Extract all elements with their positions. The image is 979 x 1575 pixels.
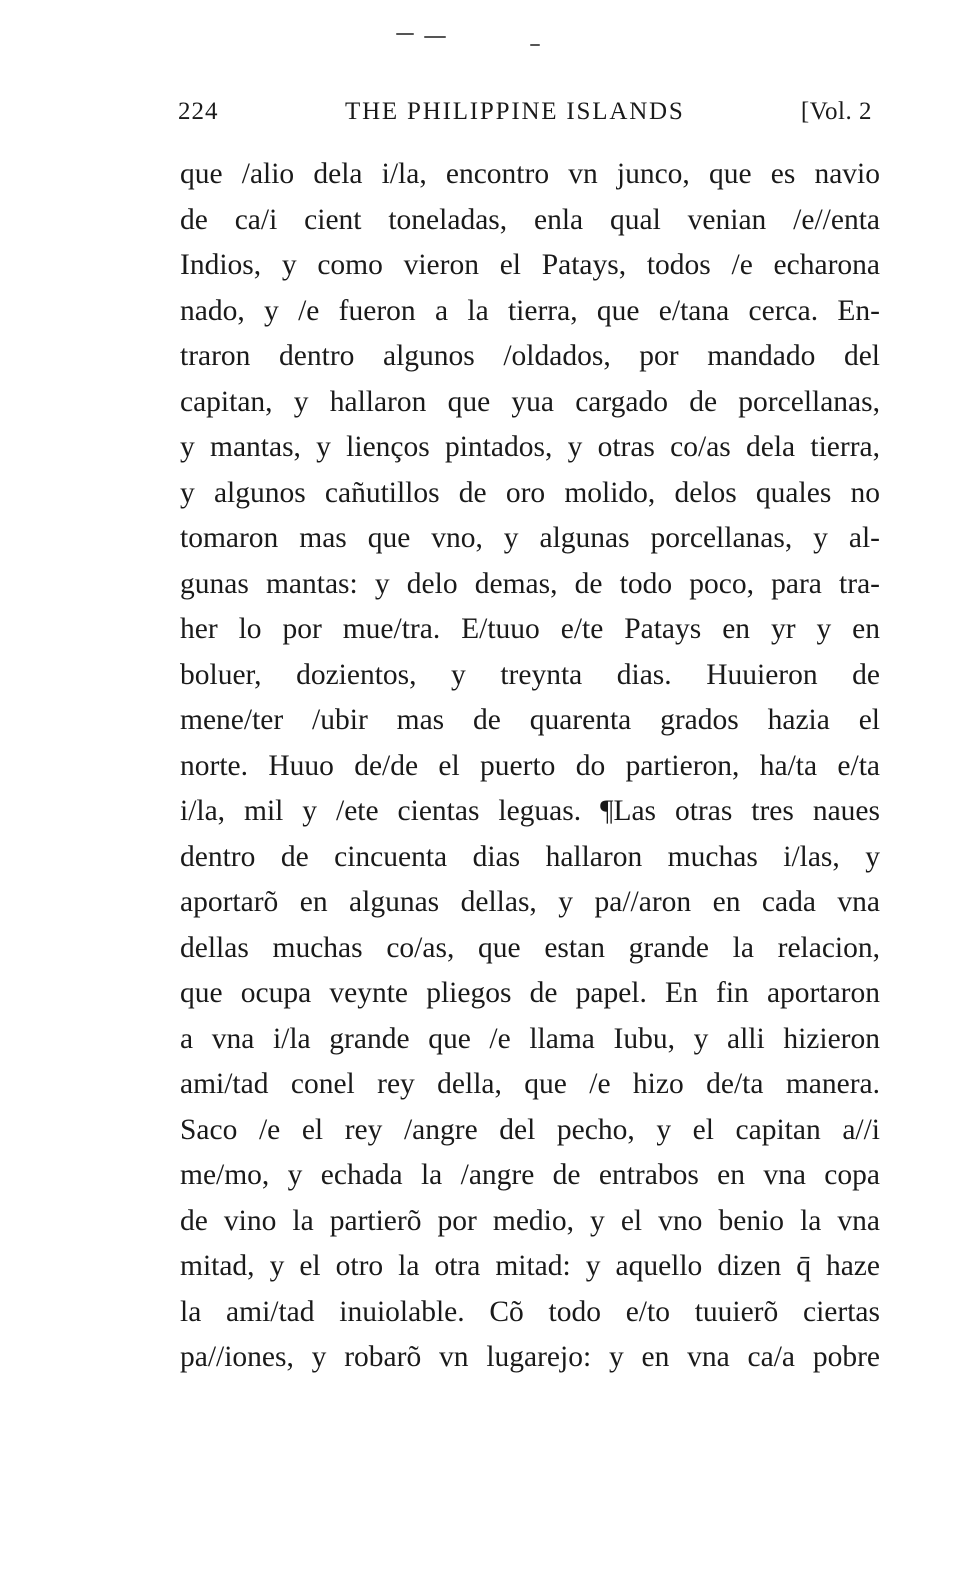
text-line: tomaron mas que vno, y algunas porcellanas, y al- [180,522,880,554]
text-line: a vna i/la grande que /e llama Iubu, y alli hizieron [180,1022,880,1055]
body-text [180,152,880,1381]
text-line: capitan, y hallaron que yua cargado de porcellanas, [180,385,880,418]
scan-speck-1 [396,33,414,35]
page-header [178,98,872,134]
text-line: Saco /e el rey /angre del pecho, y el capitan a//i [180,1113,880,1146]
text-line: nado, y /e fueron a la tierra, que e/tana cerca. En- [180,294,880,327]
text-line: mitad, y el otro la otra mitad: y aquello dizen q̄ haze [180,1250,880,1282]
text-line: que /alio dela i/la, encontro vn junco, que es navio [180,158,880,190]
text-line: traron dentro algunos /oldados, por mandado del [180,340,880,372]
text-line: mene/ter /ubir mas de quarenta grados hazia el [180,704,880,736]
page-number: 224 [178,98,219,125]
text-line: dentro de cincuenta dias hallaron muchas i/las, y [180,840,880,873]
text-line: Indios, y como vieron el Patays, todos /e echarona [180,249,880,281]
text-line: aportarõ en algunas dellas, y pa//aron en cada vna [180,886,880,918]
text-line: de vino la partierõ por medio, y el vno benio la vna [180,1204,880,1237]
running-title: THE PHILIPPINE ISLANDS [345,98,685,125]
scan-speck-2 [424,36,446,38]
text-line: pa//iones, y robarõ vn lugarejo: y en vna ca/a pobre [180,1341,880,1373]
text-line: boluer, dozientos, y treynta dias. Huuieron de [180,658,880,691]
volume-label: [Vol. 2 [800,98,872,125]
text-line: norte. Huuo de/de el puerto do partieron, ha/ta e/ta [180,749,880,782]
scan-speck-3 [530,44,540,46]
text-line: y mantas, y lienços pintados, y otras co/as dela tierra, [180,431,880,463]
text-line: ami/tad conel rey della, que /e hizo de/ta manera. [180,1068,880,1100]
text-line: dellas muchas co/as, que estan grande la relacion, [180,931,880,964]
text-line: her lo por mue/tra. E/tuuo e/te Patays en yr y en [180,613,880,645]
text-line: me/mo, y echada la /angre de entrabos en vna copa [180,1159,880,1191]
text-line: la ami/tad inuiolable. Cõ todo e/to tuuierõ ciertas [180,1295,880,1328]
text-line: gunas mantas: y delo demas, de todo poco, para tra- [180,567,880,600]
text-line: que ocupa veynte pliegos de papel. En fin aportaron [180,977,880,1009]
text-line: y algunos cañutillos de oro molido, delos quales no [180,476,880,509]
text-line: de ca/i cient toneladas, enla qual venian /e//enta [180,203,880,236]
text-line: i/la, mil y /ete cientas leguas. ¶Las otras tres naues [180,795,880,827]
